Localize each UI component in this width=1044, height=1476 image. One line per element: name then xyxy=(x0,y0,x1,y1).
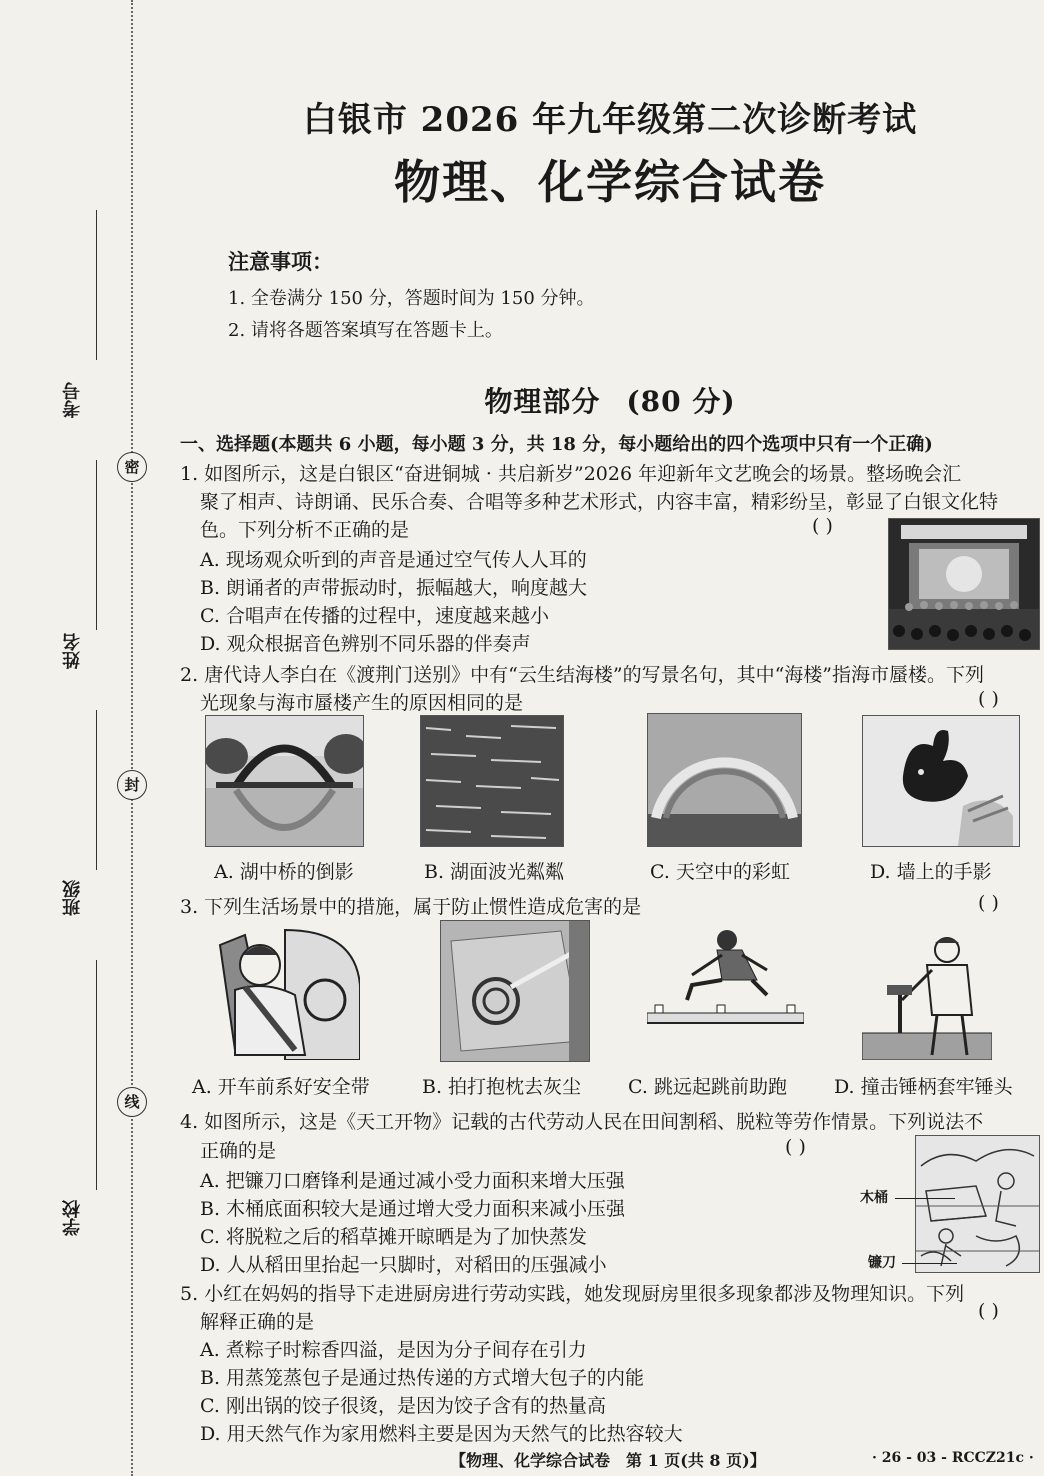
q3-caption-a: A. 开车前系好安全带 xyxy=(192,1076,370,1098)
q5-option-d: D. 用天然气作为家用燃料主要是因为天然气的比热容较大 xyxy=(200,1423,683,1445)
q4-option-a: A. 把镰刀口磨锋利是通过减小受力面积来增大压强 xyxy=(200,1170,625,1192)
seal-xian: 线 xyxy=(117,1087,147,1117)
q2-caption-a: A. 湖中桥的倒影 xyxy=(214,861,354,883)
q1-option-d: D. 观众根据音色辨别不同乐器的伴奏声 xyxy=(200,633,531,655)
q3-answer-paren: ( ) xyxy=(978,892,999,914)
q4-label-mutong: 木桶 xyxy=(860,1190,888,1206)
exam-title: 白银市 2026 年九年级第二次诊断考试 xyxy=(302,100,918,140)
field-label-kaohao: 考号 xyxy=(62,382,83,418)
q5-option-a: A. 煮粽子时粽香四溢，是因为分子间存在引力 xyxy=(200,1339,587,1361)
q1-option-c: C. 合唱声在传播的过程中，速度越来越小 xyxy=(200,605,549,627)
field-label-xingming: 姓名 xyxy=(62,633,83,669)
q3-caption-c: C. 跳远起跳前助跑 xyxy=(628,1076,787,1098)
section-title xyxy=(230,380,990,420)
seal-feng: 封 xyxy=(117,770,147,800)
q5-stem-line: 5. 小红在妈妈的指导下走进厨房进行劳动实践，她发现厨房里很多现象都涉及物理知识。下列 xyxy=(180,1283,965,1305)
q3-caption-b: B. 拍打抱枕去灰尘 xyxy=(422,1076,582,1098)
q3-image-beating-pillow xyxy=(440,920,590,1062)
q1-stage-photo xyxy=(888,518,1040,650)
q3-stem-line: 3. 下列生活场景中的措施，属于防止惯性造成危害的是 xyxy=(180,896,642,918)
q2-caption-d: D. 墙上的手影 xyxy=(870,861,992,883)
part-heading: 一、选择题(本题共 6 小题，每小题 3 分，共 18 分，每小题给出的四个选项中只有一个正确) xyxy=(180,434,933,455)
notice-heading: 注意事项： xyxy=(228,249,333,274)
q4-tiangong-kaiwu-illustration xyxy=(915,1135,1040,1273)
q2-stem-line: 光现象与海市蜃楼产生的原因相同的是 xyxy=(200,692,524,714)
q2-caption-b: B. 湖面波光粼粼 xyxy=(424,861,565,883)
field-label-banji: 班级 xyxy=(62,880,83,916)
binding-dotted-line xyxy=(131,0,133,1476)
notice-item: 2. 请将各题答案填写在答题卡上。 xyxy=(228,320,503,341)
q2-image-bridge-reflection xyxy=(205,715,364,847)
field-line-banji xyxy=(96,710,97,870)
q3-caption-d: D. 撞击锤柄套牢锤头 xyxy=(834,1076,1013,1098)
q2-answer-paren: ( ) xyxy=(978,688,999,710)
q5-answer-paren: ( ) xyxy=(978,1300,999,1322)
q3-image-long-jump xyxy=(647,925,804,1060)
q3-image-hammer xyxy=(862,935,992,1060)
q4-label-liandao: 镰刀 xyxy=(868,1255,896,1271)
q1-stem-line: 聚了相声、诗朗诵、民乐合奏、合唱等多种艺术形式，内容丰富，精彩纷呈，彰显了白银文化特 xyxy=(200,491,999,513)
field-line-xuexiao xyxy=(96,960,97,1190)
section-name: 物理部分 xyxy=(484,385,601,418)
q5-stem-line: 解释正确的是 xyxy=(200,1311,315,1333)
q3-image-seatbelt xyxy=(215,925,360,1060)
paper-title: 物理、化学综合试卷 xyxy=(394,155,826,209)
q4-option-c: C. 将脱粒之后的稻草摊开晾晒是为了加快蒸发 xyxy=(200,1226,587,1248)
q4-leader-line xyxy=(902,1263,957,1264)
q5-option-c: C. 刚出锅的饺子很烫，是因为饺子含有的热量高 xyxy=(200,1395,606,1417)
q1-stem-line: 色。下列分析不正确的是 xyxy=(200,519,410,541)
notice-item: 1. 全卷满分 150 分，答题时间为 150 分钟。 xyxy=(228,288,595,309)
q2-image-lake-sparkle xyxy=(420,715,564,847)
q2-stem-line: 2. 唐代诗人李白在《渡荆门送别》中有“云生结海楼”的写景名句，其中“海楼”指海市蜃楼。下列 xyxy=(180,664,985,686)
field-line-kaohao xyxy=(96,210,97,360)
q2-image-hand-shadow xyxy=(862,715,1020,847)
field-line-xingming xyxy=(96,460,97,630)
q4-answer-paren: ( ) xyxy=(785,1136,806,1158)
q4-option-d: D. 人从稻田里抬起一只脚时，对稻田的压强减小 xyxy=(200,1254,607,1276)
q2-caption-c: C. 天空中的彩虹 xyxy=(650,861,790,883)
q1-answer-paren: ( ) xyxy=(812,515,833,537)
page-footer: 【物理、化学综合试卷 第 1 页(共 8 页)】 xyxy=(450,1451,766,1470)
q5-option-b: B. 用蒸笼蒸包子是通过热传递的方式增大包子的内能 xyxy=(200,1367,645,1389)
q1-option-a: A. 现场观众听到的声音是通过空气传人人耳的 xyxy=(200,549,587,571)
q4-leader-line xyxy=(895,1198,955,1199)
q4-stem-line: 正确的是 xyxy=(200,1140,277,1162)
paper-code: · 26 - 03 - RCCZ21c · xyxy=(872,1450,1034,1466)
seal-mi: 密 xyxy=(117,452,147,482)
q4-stem-line: 4. 如图所示，这是《天工开物》记载的古代劳动人民在田间割稻、脱粒等劳作情景。下列说法不 xyxy=(180,1111,984,1133)
q2-image-rainbow xyxy=(647,713,802,847)
q1-option-b: B. 朗诵者的声带振动时，振幅越大，响度越大 xyxy=(200,577,588,599)
q1-stem-line: 1. 如图所示，这是白银区“奋进铜城 · 共启新岁”2026 年迎新年文艺晚会的场景。整场晚会汇 xyxy=(180,463,962,485)
section-score: (80 分) xyxy=(626,385,736,418)
q4-option-b: B. 木桶底面积较大是通过增大受力面积来减小压强 xyxy=(200,1198,626,1220)
field-label-xuexiao: 学校 xyxy=(62,1200,83,1236)
